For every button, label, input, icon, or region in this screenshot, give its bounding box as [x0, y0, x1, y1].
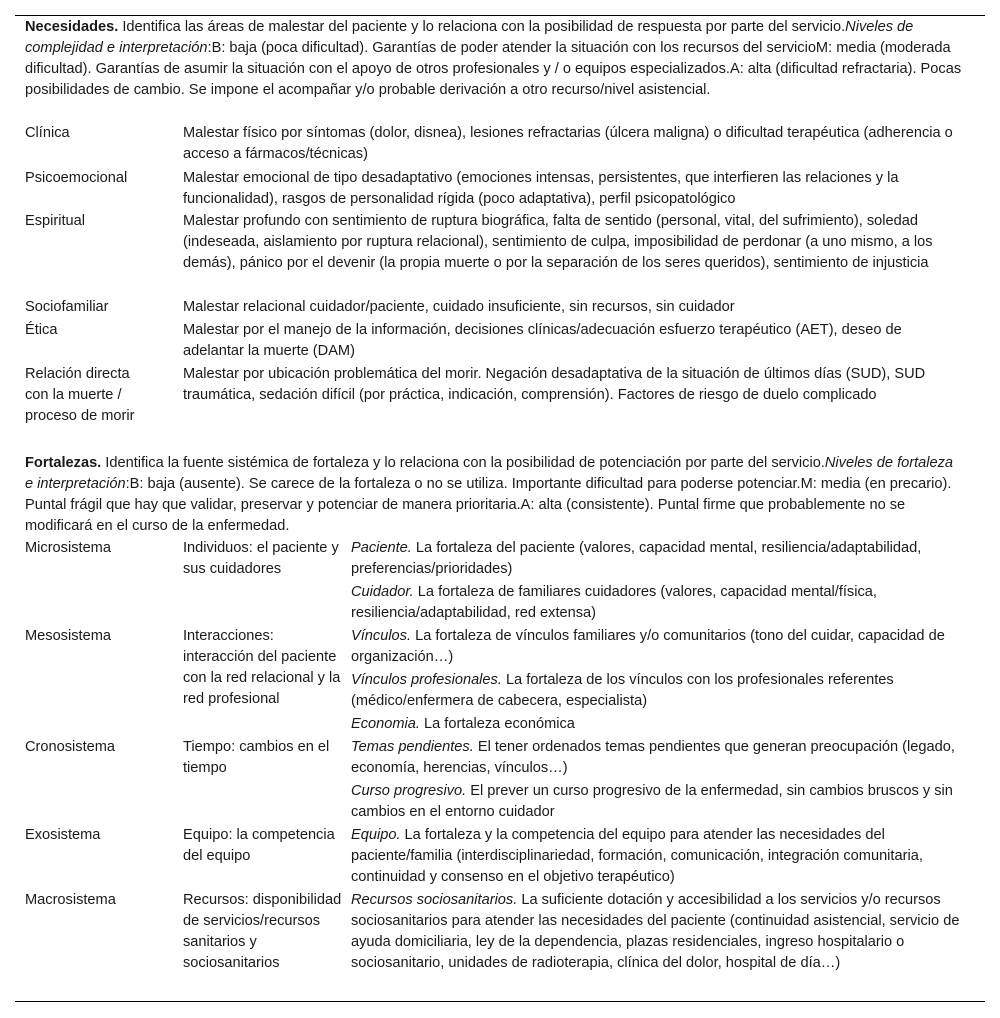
strength-item	[351, 670, 963, 712]
strength-item-text: El tener ordenados temas pendientes que generan preocupación (legado, economía, herencias, vínculos…)	[351, 739, 955, 776]
strength-item	[351, 714, 963, 735]
area-label: Relación directa con la muerte / proceso de morir	[25, 366, 135, 424]
fortalezas-title: Fortalezas.	[25, 455, 102, 471]
necesidades-title: Necesidades.	[25, 19, 119, 35]
strength-item-text: La fortaleza de los vínculos con los profesionales referentes (médico/enfermera de cabecera, especialista)	[351, 672, 894, 709]
strength-item	[351, 582, 963, 624]
fortalezas-intro	[25, 453, 965, 537]
area-description: Malestar profundo con sentimiento de ruptura biográfica, falta de sentido (personal, vital, del sufrimiento), soledad (indeseada, aislamiento por ruptura relacional), sentimiento de culpa, imposibilidad de perdonar (a uno mismo, a los demás), pánico por el devenir (la propia muerte o por la separación de los seres queridos), sentimiento de injusticia	[183, 213, 933, 271]
area-label: Psicoemocional	[25, 170, 128, 186]
system-scope: Interacciones: interacción del paciente con la red relacional y la red profesional	[183, 628, 341, 707]
strength-item-text: La fortaleza económica	[419, 716, 575, 732]
system-scope: Individuos: el paciente y sus cuidadores	[183, 540, 339, 577]
strength-item-label: Paciente.	[351, 540, 412, 556]
system-label: Mesosistema	[25, 628, 111, 644]
area-description: Malestar emocional de tipo desadaptativo (emociones intensas, persistentes, que interfieren las relaciones y la funcionalidad), rasgos de personalidad rígida (poco adaptativa), perfil psicopatológico	[183, 170, 899, 207]
necesidades-levels-text: :B: baja (poca dificultad). Garantías de poder atender la situación con los recursos del servicioM: media (moderada dificultad). Garantías de asumir la situación con el apoyo de otros profesionales y / o equipos especializados.A: alta (dificultad refractaria). Pocas posibilidades de cambio. Se impone el acompañar y/o probable derivación a otro recurso/nivel asistencial.	[25, 40, 962, 98]
system-label: Cronosistema	[25, 739, 116, 755]
system-scope: Tiempo: cambios en el tiempo	[183, 739, 330, 776]
strength-item-label: Curso progresivo.	[351, 783, 467, 799]
strength-item	[351, 626, 963, 668]
strength-item-text: La fortaleza del paciente (valores, capacidad mental, resiliencia/adaptabilidad, preferencias/prioridades)	[351, 540, 922, 577]
strength-item-label: Cuidador.	[351, 584, 414, 600]
system-scope: Equipo: la competencia del equipo	[183, 827, 335, 864]
system-items	[351, 538, 963, 626]
necesidades-intro-text: Identifica las áreas de malestar del paciente y lo relaciona con la posibilidad de respuesta por parte del servicio.	[118, 19, 846, 35]
system-items	[351, 890, 963, 976]
fortalezas-levels-text: :B: baja (ausente). Se carece de la fortaleza o no se utiliza. Importante dificultad para poderse potenciar.M: media (en precario). Puntal frágil que hay que validar, preservar y potenciar de manera prioritaria.A: alta (consistente). Puntal firme que probablemente no se modificará en el curso de la enfermedad.	[25, 476, 952, 534]
area-label: Espiritual	[25, 213, 86, 229]
system-items	[351, 825, 963, 890]
strength-item-label: Equipo.	[351, 827, 401, 843]
system-scope: Recursos: disponibilidad de servicios/recursos sanitarios y sociosanitarios	[183, 892, 342, 971]
system-items	[351, 737, 963, 825]
strength-item-label: Recursos sociosanitarios.	[351, 892, 518, 908]
system-label: Macrosistema	[25, 892, 116, 908]
strength-item	[351, 825, 963, 888]
strength-item-label: Vínculos.	[351, 628, 412, 644]
strength-item-text: La fortaleza y la competencia del equipo para atender las necesidades del paciente/familia (interdisciplinariedad, formación, comunicación, integración comunitaria, continuidad y consenso en el objetivo terapéutico)	[351, 827, 923, 885]
table-top-rule	[15, 15, 985, 16]
strength-item	[351, 737, 963, 779]
strength-item-label: Vínculos profesionales.	[351, 672, 502, 688]
area-description: Malestar relacional cuidador/paciente, cuidado insuficiente, sin recursos, sin cuidador	[183, 299, 735, 315]
strength-item-label: Temas pendientes.	[351, 739, 474, 755]
strength-item	[351, 890, 963, 974]
strength-item-text: La fortaleza de familiares cuidadores (valores, capacidad mental/física, resiliencia/adaptabilidad, red extensa)	[351, 584, 877, 621]
fortalezas-levels-label: Niveles de fortaleza e interpretación	[25, 455, 954, 492]
system-label: Microsistema	[25, 540, 111, 556]
area-description: Malestar por ubicación problemática del morir. Negación desadaptativa de la situación de últimos días (SUD), SUD traumática, sedación difícil (por práctica, indicación, comprensión). Factores de riesgo de duelo complicado	[183, 366, 926, 403]
necesidades-levels-label: Niveles de complejidad e interpretación	[25, 19, 914, 56]
area-label: Clínica	[25, 125, 70, 141]
strength-item	[351, 781, 963, 823]
area-description: Malestar físico por síntomas (dolor, disnea), lesiones refractarias (úlcera maligna) o dificultad terapéutica (adherencia o acceso a fármacos/técnicas)	[183, 125, 953, 162]
area-description: Malestar por el manejo de la información, decisiones clínicas/adecuación esfuerzo terapéutico (AET), deseo de adelantar la muerte (DAM)	[183, 322, 902, 359]
area-label: Sociofamiliar	[25, 299, 109, 315]
strength-item	[351, 538, 963, 580]
strength-item-text: La suficiente dotación y accesibilidad a los servicios y/o recursos sociosanitarios para atender las necesidades del paciente (continuidad asistencial, servicio de ayuda domiciliaria, ley de la dependencia, plazas residenciales, ingreso hospitalario o sociosanitario, unidades de radioterapia, clínica del dolor, hospital de día…)	[351, 892, 960, 971]
strength-item-text: La fortaleza de vínculos familiares y/o comunitarios (tono del cuidar, capacidad de organización…)	[351, 628, 945, 665]
strength-item-text: El prever un curso progresivo de la enfermedad, sin cambios bruscos y sin cambios en el entorno cuidador	[351, 783, 953, 820]
table-bottom-rule	[15, 1001, 985, 1002]
necesidades-intro	[25, 17, 965, 101]
area-label: Ética	[25, 322, 58, 338]
system-items	[351, 626, 963, 737]
system-label: Exosistema	[25, 827, 101, 843]
fortalezas-intro-text: Identifica la fuente sistémica de fortaleza y lo relaciona con la posibilidad de potenciación por parte del servicio.	[101, 455, 825, 471]
strength-item-label: Economia.	[351, 716, 420, 732]
